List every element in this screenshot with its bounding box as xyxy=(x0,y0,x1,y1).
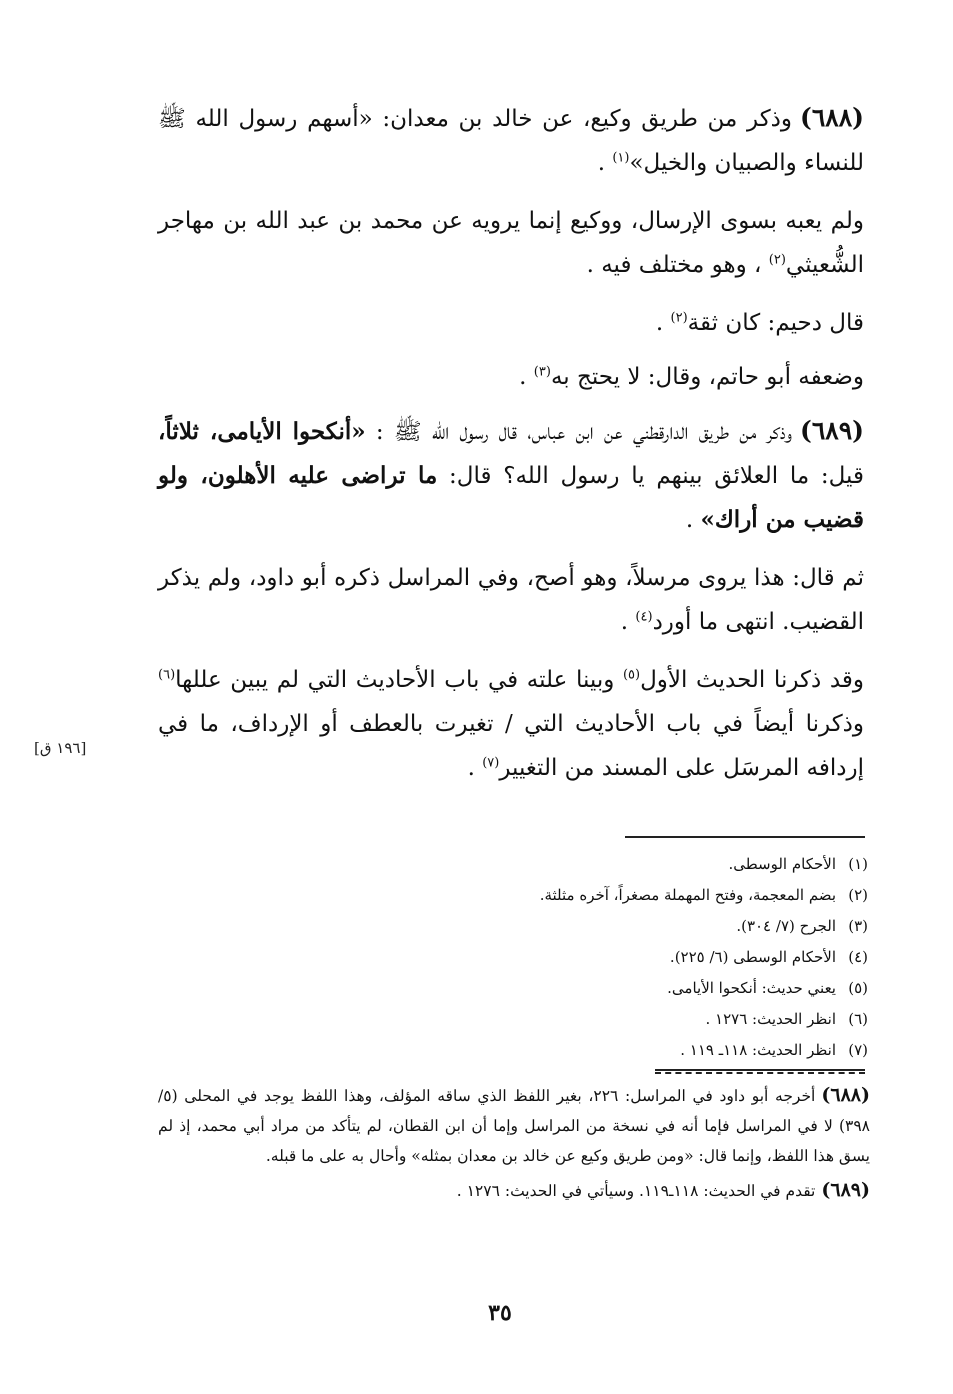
footnote-item xyxy=(200,1035,868,1066)
paragraph-text: وذكر من طريق الدارقطني عن ابن عباس، قال رسول الله ﷺ : xyxy=(375,419,793,445)
main-text xyxy=(158,96,864,804)
paragraph-text: وضعفه أبو حاتم، وقال: لا يحتج به xyxy=(550,364,864,390)
hadith-text-bold: ما تراضى عليه الأهلون، ولو قضيب من أراك» xyxy=(158,462,864,533)
paragraph-end: . xyxy=(655,310,671,336)
footnote-ref: (٧) xyxy=(482,755,500,771)
hadith-text-bold: «أنكحوا الأيامى، ثلاثاً، xyxy=(158,418,366,445)
footnote-text: الأحكام الوسطى (٦/ ٢٢٥). xyxy=(669,948,836,966)
footnote-item xyxy=(200,942,868,973)
footnote-divider xyxy=(625,836,865,838)
footnote-ref: (٤) xyxy=(635,609,653,625)
footnote-text: يعني حديث: أنكحوا الأيامى. xyxy=(667,979,836,997)
comments-divider-dashed xyxy=(655,1072,865,1074)
paragraph-mursal xyxy=(158,556,864,644)
hadith-number: (٦٨٨) xyxy=(800,103,864,132)
paragraph-end: . xyxy=(597,150,613,176)
paragraph-first-hadith xyxy=(158,658,864,790)
editor-comments xyxy=(158,1080,870,1210)
footnote-mark: (٤) xyxy=(848,948,868,966)
paragraph-text: ولم يعبه بسوى الإرسال، ووكيع إنما يرويه عن محمد بن عبد الله بن مهاجر الشُّعيثي xyxy=(158,208,864,278)
footnote-text: بضم المعجمة، وفتح المهملة مصغراً، آخره مثلثة. xyxy=(539,886,836,904)
footnote-text: الأحكام الوسطى. xyxy=(728,855,836,873)
footnote-item xyxy=(200,880,868,911)
footnote-ref: (٦) xyxy=(158,667,176,683)
footnote-item xyxy=(200,973,868,1004)
paragraph-end: . xyxy=(620,609,636,635)
paragraph-text: ثم قال: هذا يروى مرسلاً، وهو أصح، وفي المراسل ذكره أبو داود، ولم يذكر القضيب. انتهى ما أورد xyxy=(158,565,864,635)
manuscript-folio-note: [١٩٦ ق] xyxy=(34,739,87,757)
comment-text: تقدم في الحديث: ١١٨ـ١١٩. وسيأتي في الحديث: ١٢٧٦ . xyxy=(456,1182,816,1200)
paragraph-688 xyxy=(158,96,864,185)
paragraph-text: وذكرنا أيضاً في باب الأحاديث التي / تغيرت بالعطف أو الإرداف، ما في إردافه المرسَل على المسند من التغيير xyxy=(158,711,864,781)
footnote-ref: (٣) xyxy=(533,364,551,380)
comment-number: (٦٨٨) xyxy=(821,1084,870,1106)
footnote-item xyxy=(200,849,868,880)
comment-number: (٦٨٩) xyxy=(821,1179,870,1201)
footnote-mark: (٣) xyxy=(848,917,868,935)
paragraph-text: قيل: ما العلائق بينهم يا رسول الله؟ قال: xyxy=(437,463,864,489)
paragraph-end: . xyxy=(685,507,701,533)
footnote-item xyxy=(200,911,868,942)
paragraph-text: وبينا علته في باب الأحاديث التي لم يبين عللها xyxy=(175,667,623,693)
comment-text: أخرجه أبو داود في المراسل: ٢٢٦، بغير اللفظ الذي ساقه المؤلف، وهذا اللفظ يوجد في المحلى (٥/ ٣٩٨) لا في المراسل فإما أنه في نسخة من المراسل وإما أن ابن القطان، لم يتأكد من مراد أبي محمد، إذ لم يسق هذا اللفظ، وإنما قال: «ومن طريق وكيع عن خالد بن معدان بمثله» وأحال به على ما قبله. xyxy=(158,1087,870,1165)
paragraph-abu-hatim xyxy=(158,355,864,399)
hadith-number: (٦٨٩) xyxy=(800,416,865,445)
paragraph-irsal xyxy=(158,199,864,287)
footnote-mark: (٦) xyxy=(848,1010,868,1028)
paragraph-duhaym xyxy=(158,301,864,345)
footnote-mark: (٢) xyxy=(848,886,868,904)
footnote-mark: (٥) xyxy=(848,979,868,997)
paragraph-689 xyxy=(158,409,864,542)
comment-689 xyxy=(158,1175,870,1206)
comments-divider xyxy=(655,1069,865,1071)
paragraph-end: . xyxy=(519,364,534,390)
footnote-text: الجرح (٧/ ٣٠٤). xyxy=(736,917,836,935)
footnote-ref: (٥) xyxy=(622,667,641,683)
page-number: ٣٥ xyxy=(488,1300,512,1326)
footnote-ref: (٢) xyxy=(768,252,786,268)
footnote-text: انظر الحديث: ١٢٧٦ . xyxy=(705,1010,836,1028)
paragraph-text: وقد ذكرنا الحديث الأول xyxy=(640,667,864,693)
paragraph-text: قال دحيم: كان ثقة xyxy=(687,310,864,336)
footnote-mark: (٧) xyxy=(848,1041,868,1059)
footnote-mark: (١) xyxy=(848,855,868,873)
paragraph-text: ، وهو مختلف فيه . xyxy=(586,252,769,278)
footnote-ref: (٢) xyxy=(670,310,688,326)
comment-688 xyxy=(158,1080,870,1171)
paragraph-end: . xyxy=(467,755,483,781)
footnote-ref: (١) xyxy=(612,150,630,166)
footnotes xyxy=(200,849,868,1066)
footnote-text: انظر الحديث: ١١٨ـ ١١٩ . xyxy=(680,1041,836,1059)
paragraph-text: وذكر من طريق وكيع، عن خالد بن معدان: «أسهم رسول الله ﷺ للنساء والصبيان والخيل» xyxy=(158,106,864,176)
footnote-item xyxy=(200,1004,868,1035)
